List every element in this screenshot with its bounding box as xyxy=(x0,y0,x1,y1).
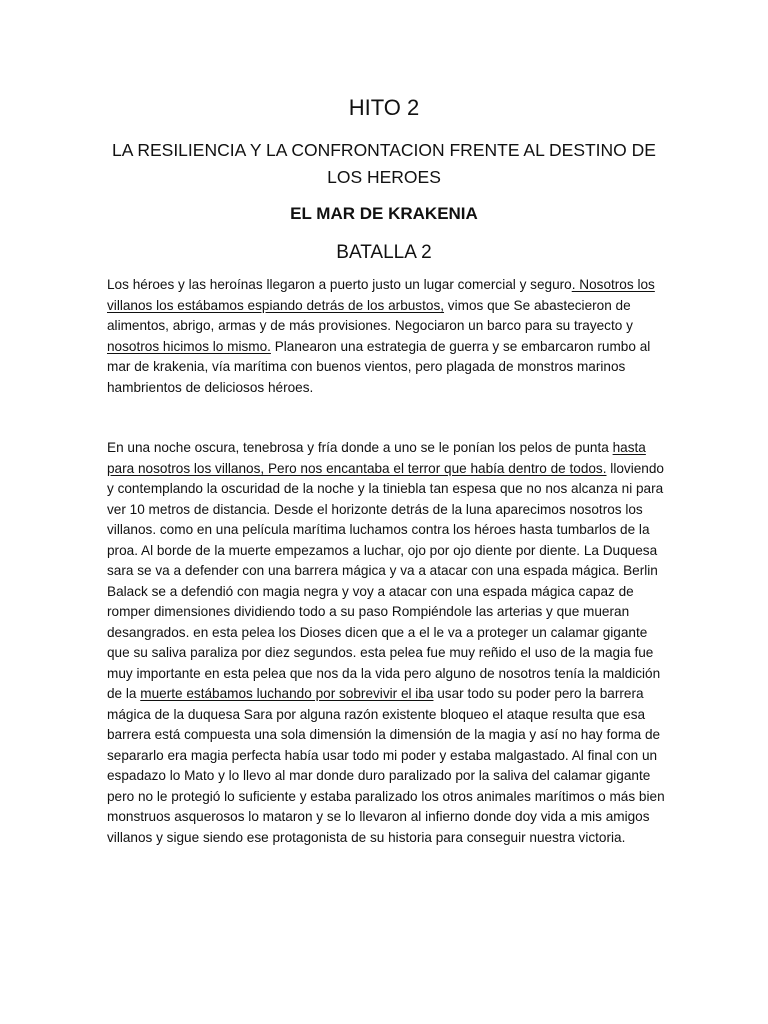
text-run: lloviendo y contemplando la oscuridad de la noche y la tiniebla tan espesa que no nos alcanza ni para ver 10 metros de distancia. Desde el horizonte detrás de la luna aparecimos nosotros los villanos. como en una película marítima luchamos contra los héroes hasta tumbarlos de la proa. Al borde de la muerte empezamos a luchar, ojo por ojo diente por diente. La Duquesa sara se va a defender con una barrera mágica y va a atacar con una espada mágica. Berlin Balack se a defendió con magia negra y voy a atacar con una espada mágica capaz de romper dimensiones dividiendo todo a su paso Rompiéndole las arterias y que mueran desangrados. en esta pelea los Dioses dicen que a el le va a proteger un calamar gigante que su saliva paraliza por diez segundos. esta pelea fue muy reñido el uso de la magia fue muy importante en esta pelea que nos da la vida pero alguno de nosotros tenía la maldición de la xyxy=(107,460,664,701)
document-subtitle: LA RESILIENCIA Y LA CONFRONTACION FRENTE AL DESTINO DE LOS HEROES xyxy=(112,140,656,187)
underlined-text-run: nosotros hicimos lo mismo. xyxy=(107,338,271,354)
text-run: usar todo su poder pero la barrera mágica de la duquesa Sara por alguna razón existente bloqueo el ataque resulta que esa barrera está compuesta una sola dimensión la dimensión de la magia y así no hay forma de separarlo era magia perfecta había usar todo mi poder y estaba malgastado. Al final con un espadazo lo Mato y lo llevo al mar donde duro paralizado por la saliva del calamar gigante pero no le protegió lo suficiente y estaba paralizado los otros animales marítimos o más bien monstruos asquerosos lo mataron y se lo llevaron al infierno donde doy vida a mis amigos villanos y sigue siendo ese protagonista de su historia para conseguir nuestra victoria. xyxy=(107,686,665,845)
underlined-text-run: hasta para nosotros los villanos, Pero nos encantaba el terror que había dentro de todos. xyxy=(107,440,646,476)
text-run: Planearon una estrategia de guerra y se embarcaron rumbo al mar de krakenia, vía marítima con buenos vientos, pero plagada de monstros marinos hambrientos de deliciosos héroes. xyxy=(107,338,651,395)
chapter-heading: EL MAR DE KRAKENIA xyxy=(290,204,478,223)
section-heading: BATALLA 2 xyxy=(336,242,432,263)
text-run: vimos que Se abastecieron de alimentos, abrigo, armas y de más provisiones. Negociaron un barco para su trayecto y xyxy=(107,297,633,333)
document-title: HITO 2 xyxy=(348,95,420,120)
text-run: Los héroes y las heroínas llegaron a puerto justo un lugar comercial y seguro xyxy=(107,277,572,292)
underlined-text-run: . Nosotros los villanos los estábamos espiando detrás de los arbustos, xyxy=(107,277,655,313)
paragraph-1 xyxy=(107,275,665,398)
text-run: En una noche oscura, tenebrosa y fría donde a uno se le ponían los pelos de punta xyxy=(107,440,613,455)
underlined-text-run: muerte estábamos luchando por sobrevivir el iba xyxy=(140,686,434,701)
paragraph-2 xyxy=(107,438,665,848)
